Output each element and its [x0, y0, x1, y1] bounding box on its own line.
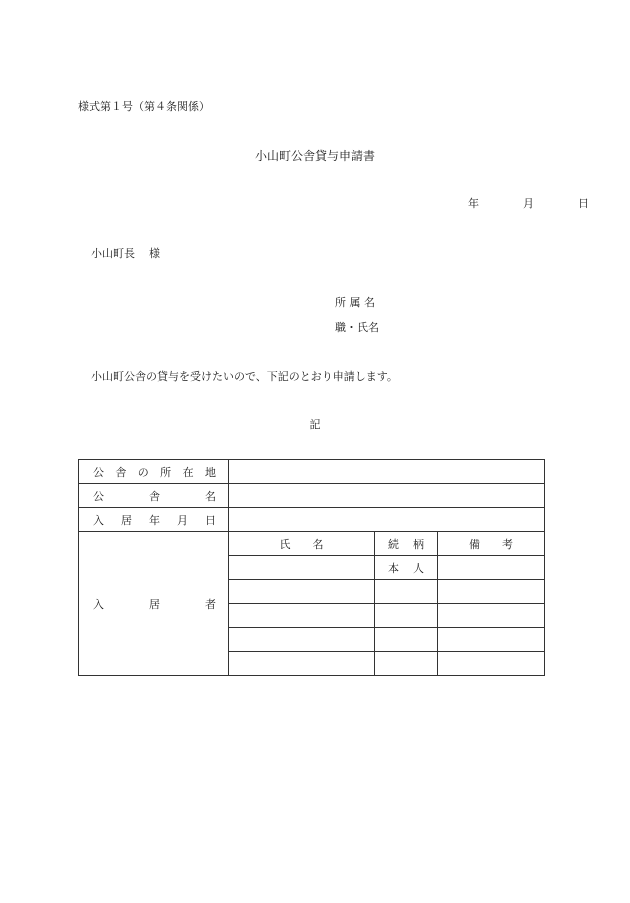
housing-name-label [79, 484, 229, 508]
occupants-label [79, 532, 229, 676]
location-label-char: 地 [204, 465, 216, 479]
column-header-name [229, 532, 375, 556]
column-header-remarks-char: 考 [502, 537, 513, 551]
housing-name-value-field[interactable] [229, 484, 545, 508]
document-title: 小山町公舎貸与申請書 [254, 149, 375, 163]
ki-heading: 記 [309, 418, 321, 431]
occupant-remarks-field[interactable] [438, 628, 545, 652]
addressee-honorific: 様 [149, 247, 160, 260]
occupant-name-field[interactable] [229, 652, 375, 676]
column-header-relation-char: 続 [388, 537, 399, 551]
addressee-name: 小山町長 [91, 247, 135, 260]
housing-name-label-char: 舎 [149, 489, 160, 503]
housing-name-label-char: 名 [205, 489, 216, 503]
housing-name-row [79, 484, 545, 508]
occupant-name-field[interactable] [229, 580, 375, 604]
housing-name-label-char: 公 [93, 489, 104, 503]
occupant-relation-field[interactable] [375, 652, 438, 676]
request-statement: 小山町公舎の貸与を受けたいので、下記のとおり申請します。 [91, 370, 398, 383]
location-label-char: 舎 [115, 465, 127, 479]
column-header-name-char: 名 [312, 537, 324, 551]
move-in-date-label-char: 日 [205, 513, 216, 527]
location-label-char: 在 [182, 465, 194, 479]
move-in-date-label-char: 月 [177, 513, 188, 527]
occupant-remarks-field[interactable] [438, 652, 545, 676]
application-table [78, 459, 545, 676]
applicant-department-label: 所 属 名 [335, 296, 375, 309]
applicant-name-label: 職・氏名 [335, 321, 379, 334]
move-in-date-label-char: 入 [93, 513, 104, 527]
location-value-field[interactable] [229, 460, 545, 484]
form-number: 様式第１号（第４条関係） [78, 100, 210, 113]
occupant-remarks-field[interactable] [438, 556, 545, 580]
column-header-relation [375, 532, 438, 556]
occupant-relation-field[interactable] [375, 628, 438, 652]
occupant-remarks-field[interactable] [438, 580, 545, 604]
move-in-date-value-field[interactable] [229, 508, 545, 532]
occupant-remarks-field[interactable] [438, 604, 545, 628]
move-in-date-label-char: 年 [149, 513, 160, 527]
location-label-char: の [137, 465, 149, 479]
occupant-relation-field[interactable] [375, 580, 438, 604]
location-label-char: 所 [160, 465, 172, 479]
location-label-char: 公 [93, 465, 104, 479]
occupants-label-char: 入 [93, 597, 104, 611]
relation-self-char: 本 [388, 561, 399, 575]
move-in-date-row [79, 508, 545, 532]
column-header-remarks-char: 備 [469, 537, 480, 551]
occupants-label-char: 居 [149, 597, 160, 611]
column-header-name-char: 氏 [279, 537, 291, 551]
date-line [468, 195, 589, 211]
location-label [79, 460, 229, 484]
addressee [91, 245, 160, 261]
occupant-name-field[interactable] [229, 628, 375, 652]
relation-self-char: 人 [413, 561, 424, 575]
occupant-relation-self [375, 556, 438, 580]
occupants-label-char: 者 [205, 597, 216, 611]
date-month-label: 月 [523, 197, 534, 210]
location-row [79, 460, 545, 484]
occupant-name-field[interactable] [229, 604, 375, 628]
date-day-label: 日 [578, 197, 589, 210]
column-header-remarks [438, 532, 545, 556]
occupant-relation-field[interactable] [375, 604, 438, 628]
occupant-name-field[interactable] [229, 556, 375, 580]
column-header-relation-char: 柄 [413, 537, 424, 551]
occupants-header-row [79, 532, 545, 556]
move-in-date-label [79, 508, 229, 532]
move-in-date-label-char: 居 [121, 513, 132, 527]
date-year-label: 年 [468, 197, 479, 210]
